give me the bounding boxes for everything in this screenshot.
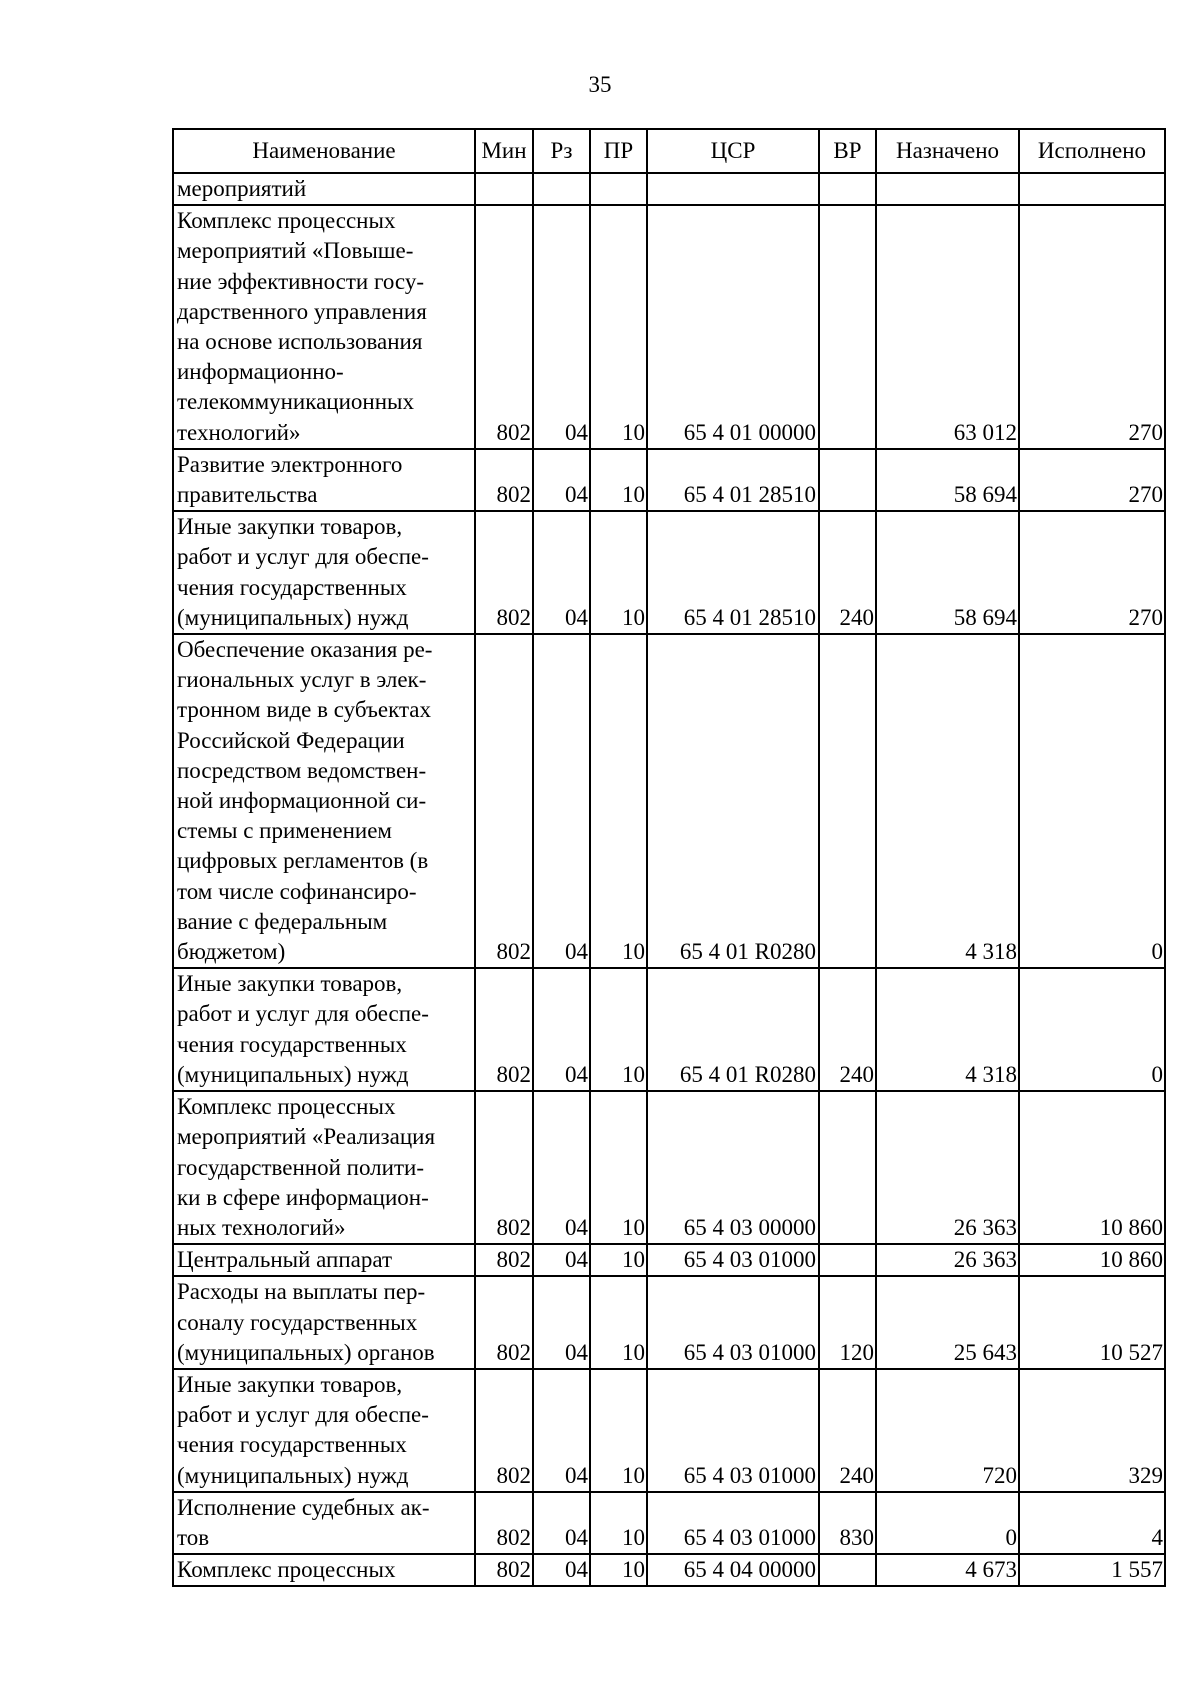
table-row	[173, 449, 1165, 511]
table-row	[173, 1554, 1165, 1586]
cell-executed: 10 860	[1019, 1244, 1165, 1276]
cell-assigned: 4 318	[876, 634, 1019, 968]
cell-min: 802	[475, 1276, 533, 1369]
cell-rz: 04	[533, 1276, 590, 1369]
cell-min: 802	[475, 1492, 533, 1554]
header-assigned: Назначено	[876, 129, 1019, 173]
cell-pr: 10	[590, 1244, 647, 1276]
cell-executed: 4	[1019, 1492, 1165, 1554]
cell-min: 802	[475, 449, 533, 511]
cell-pr: 10	[590, 205, 647, 449]
header-vr: ВР	[819, 129, 876, 173]
table-row	[173, 205, 1165, 449]
cell-min: 802	[475, 1091, 533, 1244]
table-row	[173, 1492, 1165, 1554]
cell-vr: 240	[819, 1369, 876, 1492]
cell-assigned: 26 363	[876, 1091, 1019, 1244]
cell-name: Иные закупки товаров, работ и услуг для обеспе- чения государственных (муниципальных) нужд	[173, 1369, 475, 1492]
cell-name: Расходы на выплаты пер- соналу государственных (муниципальных) органов	[173, 1276, 475, 1369]
cell-min: 802	[475, 1369, 533, 1492]
cell-min: 802	[475, 634, 533, 968]
cell-rz: 04	[533, 511, 590, 634]
cell-csr: 65 4 04 00000	[647, 1554, 819, 1586]
cell-executed: 10 527	[1019, 1276, 1165, 1369]
cell-assigned: 0	[876, 1492, 1019, 1554]
cell-name: Исполнение судебных ак- тов	[173, 1492, 475, 1554]
cell-assigned: 58 694	[876, 449, 1019, 511]
cell-vr	[819, 634, 876, 968]
cell-name: Комплекс процессных мероприятий «Повыше- ние эффективности госу- дарственного управления на основе использования информационно- телекоммуникационных технологий»	[173, 205, 475, 449]
table-row	[173, 511, 1165, 634]
cell-assigned: 720	[876, 1369, 1019, 1492]
cell-vr	[819, 205, 876, 449]
cell-name: Комплекс процессных мероприятий «Реализация государственной полити- ки в сфере информацион- ных технологий»	[173, 1091, 475, 1244]
cell-min	[475, 173, 533, 205]
header-name: Наименование	[173, 129, 475, 173]
cell-vr	[819, 1244, 876, 1276]
cell-min: 802	[475, 968, 533, 1091]
cell-assigned: 4 673	[876, 1554, 1019, 1586]
cell-pr: 10	[590, 968, 647, 1091]
cell-csr: 65 4 01 R0280	[647, 968, 819, 1091]
cell-rz: 04	[533, 1244, 590, 1276]
cell-pr: 10	[590, 511, 647, 634]
cell-pr: 10	[590, 1091, 647, 1244]
cell-vr	[819, 1091, 876, 1244]
header-executed: Исполнено	[1019, 129, 1165, 173]
table-row	[173, 1091, 1165, 1244]
cell-vr: 830	[819, 1492, 876, 1554]
table-row	[173, 1276, 1165, 1369]
cell-executed: 0	[1019, 968, 1165, 1091]
cell-name: Иные закупки товаров, работ и услуг для обеспе- чения государственных (муниципальных) нужд	[173, 511, 475, 634]
cell-rz: 04	[533, 1091, 590, 1244]
cell-pr: 10	[590, 634, 647, 968]
table-row	[173, 634, 1165, 968]
cell-vr: 120	[819, 1276, 876, 1369]
cell-rz: 04	[533, 968, 590, 1091]
table-row	[173, 968, 1165, 1091]
cell-executed: 10 860	[1019, 1091, 1165, 1244]
cell-vr: 240	[819, 968, 876, 1091]
cell-min: 802	[475, 205, 533, 449]
cell-assigned: 26 363	[876, 1244, 1019, 1276]
cell-pr: 10	[590, 1369, 647, 1492]
cell-vr	[819, 449, 876, 511]
cell-executed: 329	[1019, 1369, 1165, 1492]
cell-min: 802	[475, 511, 533, 634]
cell-name: Комплекс процессных	[173, 1554, 475, 1586]
cell-pr	[590, 173, 647, 205]
cell-pr: 10	[590, 1554, 647, 1586]
cell-executed: 270	[1019, 205, 1165, 449]
cell-min: 802	[475, 1554, 533, 1586]
header-pr: ПР	[590, 129, 647, 173]
page-number: 35	[588, 72, 612, 97]
table-row	[173, 1244, 1165, 1276]
budget-table	[172, 128, 1166, 1587]
cell-name: Центральный аппарат	[173, 1244, 475, 1276]
cell-pr: 10	[590, 1492, 647, 1554]
cell-assigned: 4 318	[876, 968, 1019, 1091]
cell-executed: 0	[1019, 634, 1165, 968]
cell-rz: 04	[533, 1554, 590, 1586]
cell-vr	[819, 173, 876, 205]
cell-pr: 10	[590, 449, 647, 511]
header-csr: ЦСР	[647, 129, 819, 173]
cell-csr: 65 4 01 00000	[647, 205, 819, 449]
cell-executed: 270	[1019, 449, 1165, 511]
cell-rz: 04	[533, 1369, 590, 1492]
table-row	[173, 1369, 1165, 1492]
table-row	[173, 173, 1165, 205]
cell-csr: 65 4 03 01000	[647, 1244, 819, 1276]
cell-min: 802	[475, 1244, 533, 1276]
cell-vr	[819, 1554, 876, 1586]
cell-csr: 65 4 03 01000	[647, 1492, 819, 1554]
cell-rz: 04	[533, 449, 590, 511]
cell-executed: 270	[1019, 511, 1165, 634]
cell-csr: 65 4 03 01000	[647, 1369, 819, 1492]
cell-csr: 65 4 03 01000	[647, 1276, 819, 1369]
header-min: Мин	[475, 129, 533, 173]
cell-executed: 1 557	[1019, 1554, 1165, 1586]
cell-csr	[647, 173, 819, 205]
cell-csr: 65 4 01 R0280	[647, 634, 819, 968]
cell-name: Обеспечение оказания ре- гиональных услуг в элек- тронном виде в субъектах Российской Федерации посредством ведомствен- ной информационной си- стемы с применением цифровых регламентов (в том числе софинансиро- вание с федеральным бюджетом)	[173, 634, 475, 968]
cell-assigned: 58 694	[876, 511, 1019, 634]
cell-rz: 04	[533, 205, 590, 449]
cell-csr: 65 4 01 28510	[647, 449, 819, 511]
cell-name: мероприятий	[173, 173, 475, 205]
cell-assigned	[876, 173, 1019, 205]
cell-vr: 240	[819, 511, 876, 634]
header-row	[173, 129, 1165, 173]
cell-assigned: 63 012	[876, 205, 1019, 449]
cell-name: Развитие электронного правительства	[173, 449, 475, 511]
cell-assigned: 25 643	[876, 1276, 1019, 1369]
header-rz: Рз	[533, 129, 590, 173]
cell-csr: 65 4 03 00000	[647, 1091, 819, 1244]
cell-rz: 04	[533, 634, 590, 968]
cell-rz: 04	[533, 1492, 590, 1554]
cell-name: Иные закупки товаров, работ и услуг для обеспе- чения государственных (муниципальных) нужд	[173, 968, 475, 1091]
cell-csr: 65 4 01 28510	[647, 511, 819, 634]
cell-executed	[1019, 173, 1165, 205]
cell-pr: 10	[590, 1276, 647, 1369]
cell-rz	[533, 173, 590, 205]
